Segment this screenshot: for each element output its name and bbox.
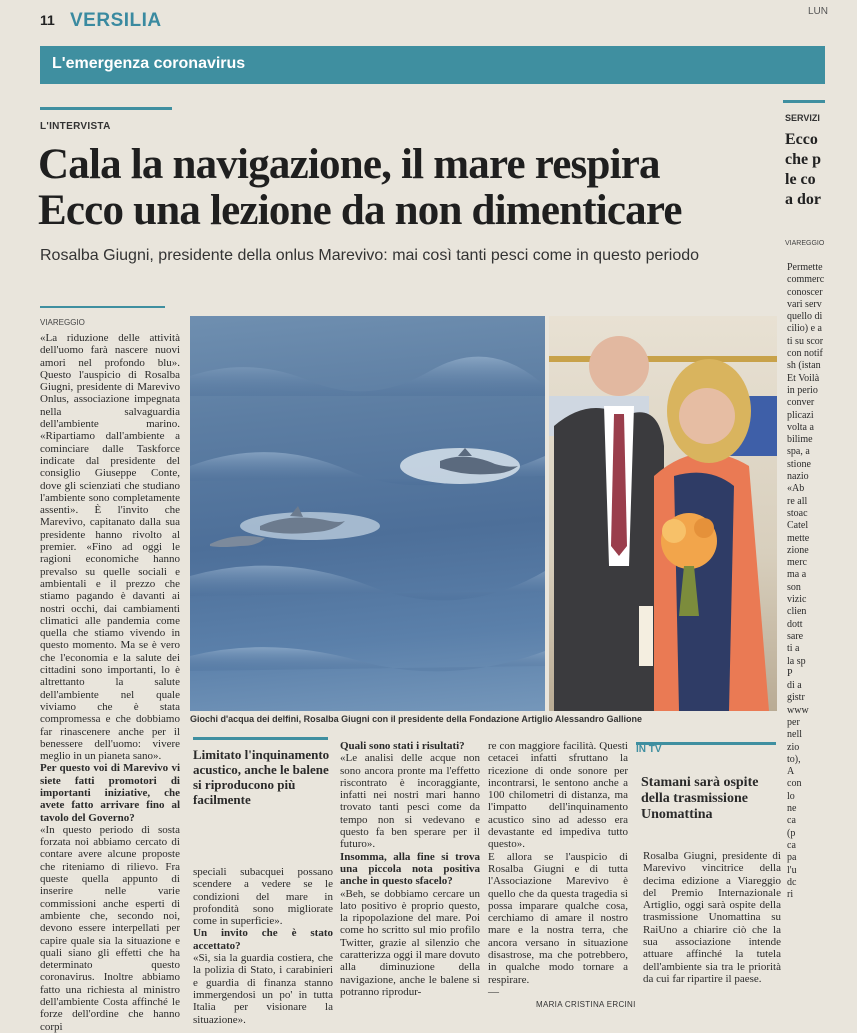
- right-body-line: re all: [787, 495, 808, 507]
- right-body-line: ti a: [787, 643, 800, 655]
- paragraph: «Sì, sia la guardia costiera, che la polizia di Stato, i carabinieri e guardia di finanza stanno immergendosi un po' in tutta Italia per visionare la situazione».: [193, 952, 333, 1026]
- right-body-line: ri: [787, 889, 794, 901]
- right-body-line: zio: [787, 741, 800, 753]
- right-body-line: spa, a: [787, 446, 810, 458]
- right-body-line: «Ab: [787, 483, 805, 495]
- right-body-line: sare: [787, 630, 804, 642]
- right-body-line: bilime: [787, 434, 813, 446]
- right-body-line: la sp: [787, 655, 806, 667]
- kicker: L'INTERVISTA: [40, 121, 111, 132]
- right-body-line: dc: [787, 876, 797, 888]
- article-column-4: [488, 740, 628, 998]
- right-body-line: cilio) e a: [787, 323, 822, 335]
- right-body-line: stione: [787, 458, 811, 470]
- right-body-line: vari serv: [787, 298, 822, 310]
- right-headline-line: le co: [785, 171, 816, 188]
- box-title: Limitato l'inquinamento acustico, anche le balene si riproducono più facilmente: [193, 747, 330, 807]
- right-body-line: dott: [787, 618, 803, 630]
- right-body-line: Catel: [787, 520, 809, 532]
- right-body-line: stoac: [787, 507, 808, 519]
- right-body-line: merc: [787, 557, 807, 569]
- right-body-line: (p: [787, 827, 796, 839]
- right-body-line: Et Voilà: [787, 372, 820, 384]
- right-column-dateline: VIAREGGIO: [785, 240, 825, 247]
- right-body-line: son: [787, 581, 801, 593]
- question: Insomma, alla fine si trova una piccola nota positiva anche in questo sfacelo?: [340, 850, 480, 888]
- sidebar-text: Rosalba Giugni, presidente di Marevivo vincitrice della decima edizione a Viareggio del Premio Internazionale Artiglio, oggi sarà ospite della trasmissione Unomattina su RaiUno a chiarire ciò che la sua associazione intende attuare affinché la tutela dell'ambiente sia tra le priorità da cui far ripartire il paese.: [643, 850, 781, 985]
- subheadline: Rosalba Giugni, presidente della onlus Marevivo: mai così tanti pesci come in questo periodo: [40, 247, 700, 264]
- section-title: VERSILIA: [70, 10, 162, 31]
- right-body-line: to),: [787, 753, 801, 765]
- right-body-line: gistr: [787, 692, 805, 704]
- right-headline-line: che p: [785, 151, 821, 168]
- right-column-rule: [783, 100, 825, 103]
- paragraph: «Le analisi delle acque non sono ancora pronte ma l'effetto riscontrato è incoraggiante, infatti nei nostri mari hanno trovato tanti pesci come da tempo non si vedevano e questo fa ben sperare per il futuro».: [340, 752, 480, 851]
- headline-line-1: Cala la navigazione, il mare respira: [38, 141, 660, 188]
- right-body-line: di a: [787, 680, 802, 692]
- right-headline-line: a dor: [785, 191, 821, 208]
- topic-label: L'emergenza coronavirus: [52, 55, 246, 72]
- paragraph: re con maggiore facilità. Questi cetacei infatti sfruttano la ricezione di onde sonore per incontrarsi, le sentono anche a 100 chilometri di distanza, ma l'impatto dell'inquinamento acustico sino ad adesso era devastante ed impediva tutto questo».: [488, 740, 628, 851]
- right-column-headline: [785, 130, 835, 210]
- article-column-2: [193, 866, 333, 1026]
- edge-mark: LUN: [808, 6, 829, 17]
- dolphins-photo: [190, 316, 545, 711]
- dolphins-illustration: [190, 316, 545, 711]
- people-photo: [549, 316, 777, 711]
- right-body-line: in perio: [787, 384, 818, 396]
- right-body-line: con: [787, 778, 802, 790]
- right-headline-line: Ecco: [785, 131, 818, 148]
- question: Quali sono stati i risultati?: [340, 740, 465, 752]
- right-body-line: ca: [787, 839, 796, 851]
- dateline-rule: [40, 306, 165, 308]
- right-body-line: mette: [787, 532, 810, 544]
- right-body-line: pa: [787, 852, 797, 864]
- headline-line-2: Ecco una lezione da non dimenticare: [38, 187, 682, 234]
- right-body-line: con notif: [787, 348, 823, 360]
- right-body-line: www: [787, 704, 809, 716]
- right-body-line: nell: [787, 729, 802, 741]
- right-column-label: SERVIZI: [785, 113, 820, 123]
- paragraph: «Beh, se dobbiamo cercare un lato positivo è proprio questo, la ripopolazione del mare. Poi come ho scritto sul mio profilo Twitter, grazie al silenzio che caratterizza oggi il mare dovuto alla diminuzione della navigazione, anche le balene si potranno riprodur-: [340, 887, 480, 998]
- article-column-3: [340, 740, 480, 998]
- right-body-line: Permette: [787, 262, 823, 273]
- right-body-line: plicazi: [787, 409, 814, 421]
- right-body-line: l'u: [787, 864, 797, 876]
- right-body-line: per: [787, 716, 800, 728]
- right-body-line: volta a: [787, 421, 814, 433]
- kicker-rule: [40, 107, 172, 110]
- article-column-1: [40, 332, 180, 1033]
- photo-caption: Giochi d'acqua dei delfini, Rosalba Giugni con il presidente della Fondazione Artiglio Alessandro Gallione: [190, 714, 643, 724]
- sidebar-label: IN TV: [636, 744, 662, 755]
- right-body-line: clien: [787, 606, 807, 618]
- right-body-line: ca: [787, 815, 796, 827]
- paragraph: E allora se l'auspicio di Rosalba Giugni e di tutta l'Associazione Marevivo è quello che da questa tragedia si possa imparare qualche cosa, cerchiamo di amare il nostro mare e la nostra terra, che ancora versano in situazione disastrose, ma che potrebbero, in qualche modo tornare a respirare.: [488, 850, 628, 986]
- right-body-line: sh (istan: [787, 360, 821, 372]
- right-body-line: nazio: [787, 471, 809, 483]
- people-illustration: [549, 316, 777, 711]
- page-number: 11: [40, 12, 55, 28]
- right-column-body: [787, 262, 857, 901]
- right-body-line: lo: [787, 790, 795, 802]
- question: Un invito che è stato accettato?: [193, 927, 333, 952]
- right-body-line: conver: [787, 397, 815, 409]
- right-body-line: ti su scor: [787, 335, 824, 347]
- byline: MARIA CRISTINA ERCINI: [536, 1000, 636, 1009]
- right-body-line: ne: [787, 803, 797, 815]
- right-body-line: vizic: [787, 594, 807, 606]
- right-body-line: quello di: [787, 311, 823, 323]
- right-body-line: ma a: [787, 569, 807, 581]
- box-rule: [193, 737, 328, 740]
- paragraph: «In questo periodo di sosta forzata noi abbiamo cercato di contare avere alcune proposte che riteniamo di rilievo. Fra queste quella appunto di inserire nelle varie commissioni anche esperti di ambiente che, secondo noi, devono essere interpellati per capire quale sia la situazione e quali siano gli effetti che ha determinato questo coronavirus. Inoltre abbiamo fatto una richiesta al ministro dell'ambiente Costa affinché le forze dell'ordine che hanno corpi: [40, 823, 180, 1033]
- sidebar-title: Stamani sarà ospite della trasmissione Unomattina: [641, 775, 759, 822]
- right-body-line: zione: [787, 544, 809, 556]
- dateline: VIAREGGIO: [40, 318, 85, 327]
- right-body-line: conoscer: [787, 286, 823, 298]
- paragraph: speciali subacquei possano scendere a vedere se le condizioni del mare in profondità sono migliorate come in superficie».: [193, 866, 333, 928]
- end-mark: —: [488, 985, 499, 998]
- right-body-line: A: [787, 766, 795, 778]
- question: Per questo voi di Marevivo vi siete fatti promotori di importanti iniziative, che avete fatto arrivare fino al tavolo del Governo?: [40, 762, 180, 824]
- paragraph: «La riduzione delle attività dell'uomo farà nascere nuovi amori nel profondo blu». Questo l'auspicio di Rosalba Giugni, presidente di Marevivo Onlus, associazione impegnata nella salvaguardia dell'ambiente marino. «Ripartiamo dall'ambiente a cominciare dalle Taskforce indicate dal presidente del consiglio Giuseppe Conte, dove gli scienziati che studiano l'ambiente sono completamente assenti». È l'invito che Marevivo, capitanato dalla sua presidente hanno rivolto al premier. «Fino ad oggi le ragioni economiche hanno prevalso su quelle sociali e ambientali e il prezzo che stiamo pagando è davanti ai nostri occhi, dai cambiamenti climatici alle pandemia come quella che stiamo vivendo in questo momento. Ma se è vero che l'economia e la salute dei cittadini sono importanti, lo è altrettanto la salute dell'ambiente nel quale viviamo che è stata compromessa e che dobbiamo far rinascenere anche per il benessere dell'uomo: vivere meglio in un pianeta sano».: [40, 332, 180, 763]
- right-body-line: P: [787, 667, 793, 679]
- right-body-line: commerc: [787, 274, 825, 286]
